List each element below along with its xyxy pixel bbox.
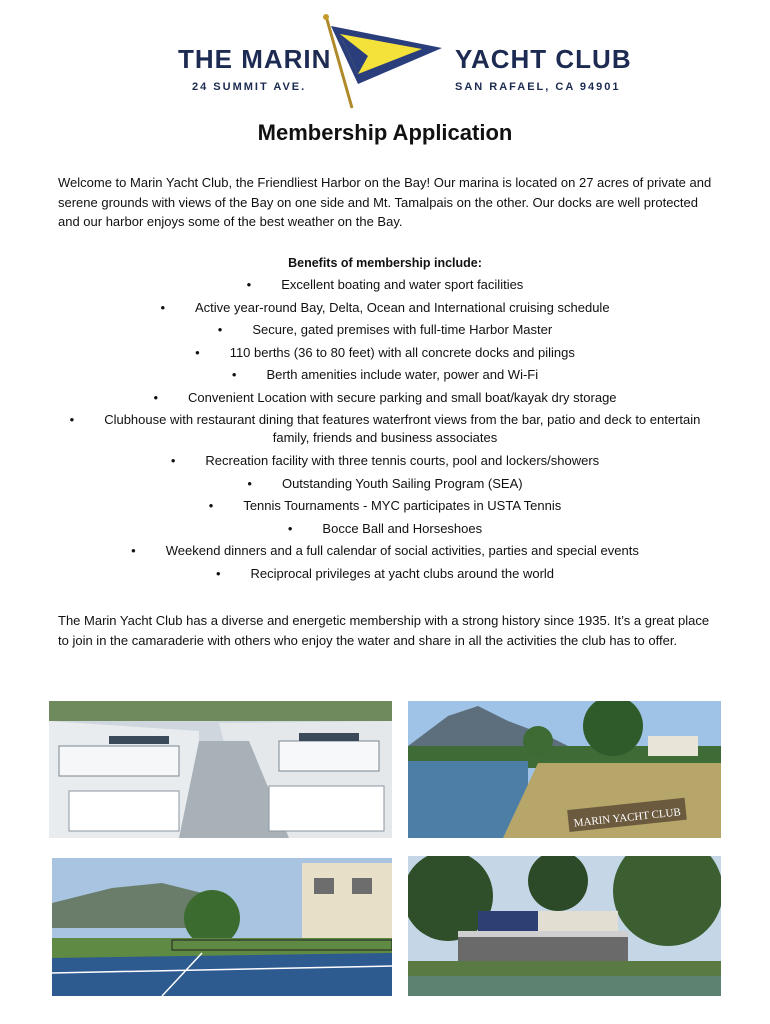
photo-marina-docks (49, 701, 392, 838)
list-item: • Bocce Ball and Horseshoes (0, 520, 770, 543)
list-item: • Berth amenities include water, power and Wi-Fi (0, 366, 770, 389)
intro-paragraph: Welcome to Marin Yacht Club, the Friendliest Harbor on the Bay! Our marina is located on 27 acres of private and serene grounds with views of the Bay on one side and Mt. Tamalpais on the other. Our docks are well protected and our harbor enjoys some of the best weather on the Bay. (58, 175, 712, 229)
list-item: • Secure, gated premises with full-time Harbor Master (0, 321, 770, 344)
club-name-right-text: YACHT CLUB (455, 44, 632, 74)
photo-club-sign (408, 701, 721, 838)
club-name-right (455, 44, 632, 93)
address-street: 24 SUMMIT AVE. (192, 81, 307, 93)
list-item: • Recreation facility with three tennis courts, pool and lockers/showers (0, 452, 770, 475)
list-item: • Tennis Tournaments - MYC participates in USTA Tennis (0, 497, 770, 520)
benefits-heading: Benefits of membership include: (288, 256, 482, 270)
list-item: • Weekend dinners and a full calendar of social activities, parties and special events (0, 542, 770, 565)
photo-clubhouse (408, 856, 721, 996)
letterhead (0, 0, 770, 110)
list-item: • Outstanding Youth Sailing Program (SEA) (0, 475, 770, 498)
page-title: Membership Application (257, 120, 513, 145)
list-item: • Active year-round Bay, Delta, Ocean and International cruising schedule (0, 299, 770, 322)
address-city: SAN RAFAEL, CA 94901 (455, 81, 621, 93)
club-name-left (178, 44, 331, 93)
benefits-list (0, 276, 770, 587)
closing-paragraph: The Marin Yacht Club has a diverse and energetic membership with a strong history since 1935. It’s a great place to join in the camaraderie with others who enjoy the water and share in all the activities the club has to offer. (58, 613, 710, 648)
list-item: • 110 berths (36 to 80 feet) with all concrete docks and pilings (0, 344, 770, 367)
list-item: • Clubhouse with restaurant dining that features waterfront views from the bar, patio and deck to entertain family, friends and business associates (0, 411, 770, 452)
photo-tennis-courts (52, 858, 392, 996)
list-item: • Convenient Location with secure parking and small boat/kayak dry storage (0, 389, 770, 412)
list-item: • Excellent boating and water sport facilities (0, 276, 770, 299)
list-item: • Reciprocal privileges at yacht clubs around the world (0, 565, 770, 588)
club-name-left-text: THE MARIN (178, 44, 332, 74)
burgee-flag-icon (318, 14, 454, 110)
club-sign-text: MARIN YACHT CLUB (573, 806, 682, 830)
